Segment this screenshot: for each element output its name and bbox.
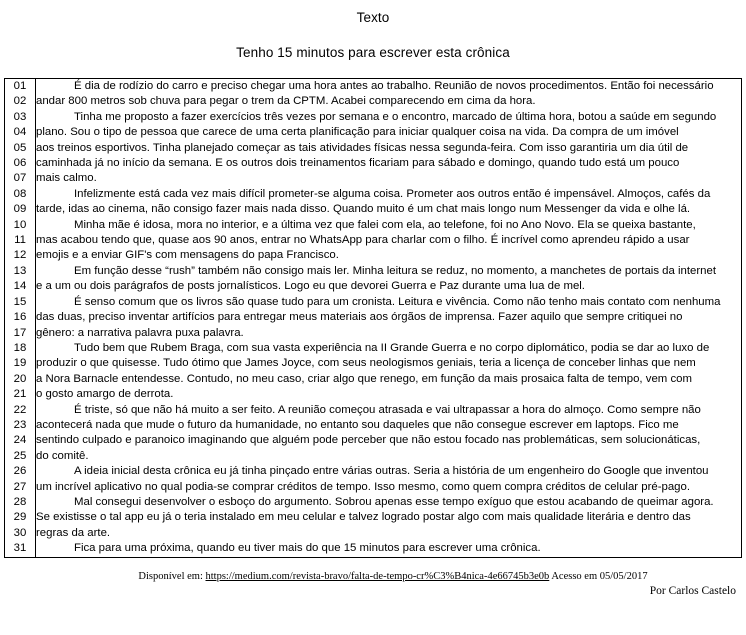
line-number: 07 bbox=[5, 171, 36, 186]
line-number: 30 bbox=[5, 526, 36, 541]
text-line-row bbox=[5, 480, 742, 495]
line-text-content: aos treinos esportivos. Tinha planejado começar as tais atividades físicas nessa segunda-feira. Com isso garantiria um dia útil de bbox=[36, 141, 689, 154]
line-text-content: Minha mãe é idosa, mora no interior, e a última vez que falei com ela, ao telefone, foi no Ano Novo. Ela se queixa bastante, bbox=[74, 218, 696, 231]
line-text bbox=[36, 387, 742, 402]
line-text-content: A ideia inicial desta crônica eu já tinha pinçado entre várias outras. Seria a história de um engenheiro do Google que inventou bbox=[74, 465, 709, 478]
line-number: 26 bbox=[5, 464, 36, 479]
text-line-row bbox=[5, 418, 742, 433]
text-line-row bbox=[5, 233, 742, 248]
line-text bbox=[36, 171, 742, 186]
source-url-link[interactable]: https://medium.com/revista-bravo/falta-de-tempo-cr%C3%B4nica-4e66745b3e0b bbox=[205, 570, 550, 582]
author-credit: Por Carlos Castelo bbox=[649, 584, 736, 597]
text-line-row bbox=[5, 187, 742, 202]
line-text bbox=[36, 218, 742, 233]
line-text bbox=[36, 341, 742, 356]
line-text-content: do comitê. bbox=[36, 449, 89, 462]
line-number: 29 bbox=[5, 510, 36, 525]
line-text-content: gênero: a narrativa palavra puxa palavra. bbox=[36, 326, 244, 339]
line-text-content: um incrível aplicativo no qual podia-se comprar créditos de tempo. Isso mesmo, como quem compra créditos de celular pré-pago. bbox=[36, 480, 690, 493]
text-line-row bbox=[5, 326, 742, 341]
text-line-row bbox=[5, 264, 742, 279]
line-number: 12 bbox=[5, 248, 36, 263]
line-text-content: das duas, preciso inventar artifícios para entregar meus materiais aos órgãos de imprensa. Fazer aquilo que sempre critiquei no bbox=[36, 311, 683, 324]
source-reference bbox=[0, 570, 746, 583]
line-text-content: caminhada já no início da semana. E os outros dois treinamentos ficariam para sábado e domingo, quando tudo está um pouco bbox=[36, 157, 680, 170]
text-line-row bbox=[5, 464, 742, 479]
line-number: 11 bbox=[5, 233, 36, 248]
line-text bbox=[36, 264, 742, 279]
line-number: 23 bbox=[5, 418, 36, 433]
text-line-row bbox=[5, 495, 742, 510]
line-number: 09 bbox=[5, 202, 36, 217]
line-text bbox=[36, 125, 742, 140]
line-number: 19 bbox=[5, 356, 36, 371]
line-number: 04 bbox=[5, 125, 36, 140]
line-text bbox=[36, 326, 742, 341]
line-number: 27 bbox=[5, 480, 36, 495]
text-line-row bbox=[5, 125, 742, 140]
text-line-row bbox=[5, 372, 742, 387]
text-line-row bbox=[5, 279, 742, 294]
line-number: 21 bbox=[5, 387, 36, 402]
line-text bbox=[36, 449, 742, 464]
page-title: Texto bbox=[356, 10, 390, 25]
line-text-content: tarde, idas ao cinema, não consigo fazer mais nada disso. Quando muito é um chat mais longo num Messenger da vida e olhe lá. bbox=[36, 203, 691, 216]
line-text-content: É dia de rodízio do carro e preciso chegar uma hora antes ao trabalho. Reunião de novos procedimentos. Então foi necessário bbox=[74, 80, 714, 92]
line-text bbox=[36, 79, 742, 95]
line-text-content: Fica para uma próxima, quando eu tiver mais do que 15 minutos para escrever uma crônica. bbox=[74, 542, 541, 555]
line-text bbox=[36, 480, 742, 495]
line-text bbox=[36, 418, 742, 433]
line-text bbox=[36, 202, 742, 217]
text-line-row bbox=[5, 110, 742, 125]
text-line-row bbox=[5, 79, 742, 95]
text-line-row bbox=[5, 141, 742, 156]
line-text bbox=[36, 156, 742, 171]
line-number: 08 bbox=[5, 187, 36, 202]
text-line-row bbox=[5, 387, 742, 402]
text-line-row bbox=[5, 202, 742, 217]
line-text bbox=[36, 110, 742, 125]
line-text-content: Mal consegui desenvolver o esboço do argumento. Sobrou apenas esse tempo exíguo que estou acabando de queimar agora. bbox=[74, 495, 714, 508]
source-prefix-label: Disponível em: bbox=[138, 570, 206, 582]
line-number: 24 bbox=[5, 433, 36, 448]
text-line-row bbox=[5, 94, 742, 109]
line-number: 01 bbox=[5, 79, 36, 95]
document-page bbox=[0, 11, 746, 635]
text-line-row bbox=[5, 433, 742, 448]
line-number: 02 bbox=[5, 94, 36, 109]
text-line-row bbox=[5, 510, 742, 525]
line-text-content: o gosto amargo de derrota. bbox=[36, 388, 174, 401]
line-text bbox=[36, 526, 742, 541]
line-text-content: Infelizmente está cada vez mais difícil prometer-se alguma coisa. Prometer aos outros então é impensável. Almoços, cafés da bbox=[74, 187, 711, 200]
line-text-content: Tinha me proposto a fazer exercícios três vezes por semana e o encontro, marcado de última hora, botou a saúde em segundo bbox=[74, 110, 717, 123]
line-text-content: a Nora Barnacle entendesse. Contudo, no meu caso, criar algo que renego, em função da mais prosaica falta de tempo, vem com bbox=[36, 372, 692, 385]
text-line-row bbox=[5, 218, 742, 233]
line-text bbox=[36, 372, 742, 387]
line-text-content: Em função desse “rush” também não consigo mais ler. Minha leitura se reduz, no momento, a manchetes de portais da internet bbox=[74, 264, 717, 277]
line-number: 25 bbox=[5, 449, 36, 464]
line-text bbox=[36, 310, 742, 325]
line-number: 10 bbox=[5, 218, 36, 233]
line-text-content: mais calmo. bbox=[36, 172, 97, 185]
access-date-label: Acesso em 05/05/2017 bbox=[549, 570, 648, 582]
line-text-content: plano. Sou o tipo de pessoa que carece de uma certa planificação para iniciar qualquer coisa na vida. Da compra de um imóvel bbox=[36, 126, 679, 139]
line-text bbox=[36, 248, 742, 263]
document-footer bbox=[0, 570, 746, 598]
line-text bbox=[36, 495, 742, 510]
text-line-row bbox=[5, 156, 742, 171]
line-text-content: emojis e a enviar GIF's com mensagens do papa Francisco. bbox=[36, 249, 339, 262]
line-text bbox=[36, 141, 742, 156]
line-number: 17 bbox=[5, 326, 36, 341]
line-number: 28 bbox=[5, 495, 36, 510]
line-number: 05 bbox=[5, 141, 36, 156]
text-line-row bbox=[5, 171, 742, 186]
text-line-row bbox=[5, 310, 742, 325]
line-number: 18 bbox=[5, 341, 36, 356]
text-lines-body bbox=[5, 79, 742, 558]
line-text-content: regras da arte. bbox=[36, 526, 111, 539]
text-line-row bbox=[5, 356, 742, 371]
line-text bbox=[36, 541, 742, 557]
line-text-content: mas acabou tendo que, quase aos 90 anos, entrar no WhatsApp para charlar com o filho. É incrível como aprendeu rápido a usar bbox=[36, 234, 690, 247]
line-number: 16 bbox=[5, 310, 36, 325]
line-number: 13 bbox=[5, 264, 36, 279]
line-text-content: É triste, só que não há muito a ser feito. A reunião começou atrasada e vai ultrapassar a hora do almoço. Como sempre não bbox=[74, 403, 701, 416]
line-number: 03 bbox=[5, 110, 36, 125]
line-text-content: produzir o que quisesse. Tudo ótimo que James Joyce, com seus neologismos geniais, teria a licença de conceber linhas que nem bbox=[36, 357, 696, 370]
line-number: 15 bbox=[5, 295, 36, 310]
line-text bbox=[36, 356, 742, 371]
numbered-text-table bbox=[4, 78, 742, 558]
line-text-content: Tudo bem que Rubem Braga, com sua vasta experiência na II Grande Guerra e no corpo diplomático, podia se dar ao luxo de bbox=[74, 341, 710, 354]
line-text-content: andar 800 metros sob chuva para pegar o trem da CPTM. Acabei comparecendo em cima da hora. bbox=[36, 95, 536, 108]
line-number: 14 bbox=[5, 279, 36, 294]
line-text-content: acontecerá nada que mude o futuro da humanidade, no entanto sou daqueles que não consegue escrever em laptops. Fico me bbox=[36, 418, 679, 431]
line-text-content: e a um ou dois parágrafos de posts jornalísticos. Logo eu que devorei Guerra e Paz durante uma lua de mel. bbox=[36, 280, 585, 293]
line-number: 20 bbox=[5, 372, 36, 387]
line-number: 06 bbox=[5, 156, 36, 171]
line-text bbox=[36, 433, 742, 448]
line-text bbox=[36, 94, 742, 109]
line-text-content: É senso comum que os livros são quase tudo para um cronista. Leitura e vivência. Como não tenho mais contato com nenhuma bbox=[74, 295, 721, 308]
line-text bbox=[36, 279, 742, 294]
line-text bbox=[36, 464, 742, 479]
text-line-row bbox=[5, 526, 742, 541]
text-line-row bbox=[5, 403, 742, 418]
text-line-row bbox=[5, 295, 742, 310]
line-number: 31 bbox=[5, 541, 36, 557]
line-text-content: sentindo culpado e paranoico imaginando que alguém pode perceber que não estou focado nas problemáticas, sem solucionáticas, bbox=[36, 434, 701, 447]
page-subtitle: Tenho 15 minutos para escrever esta crônica bbox=[236, 44, 510, 60]
line-text bbox=[36, 510, 742, 525]
line-text-content: Se existisse o tal app eu já o teria instalado em meu celular e talvez logrado postar algo com mais qualidade literária e dentro das bbox=[36, 511, 691, 524]
text-line-row bbox=[5, 541, 742, 557]
line-text bbox=[36, 295, 742, 310]
line-text bbox=[36, 403, 742, 418]
text-line-row bbox=[5, 248, 742, 263]
line-text bbox=[36, 187, 742, 202]
text-line-row bbox=[5, 341, 742, 356]
line-number: 22 bbox=[5, 403, 36, 418]
text-line-row bbox=[5, 449, 742, 464]
line-text bbox=[36, 233, 742, 248]
